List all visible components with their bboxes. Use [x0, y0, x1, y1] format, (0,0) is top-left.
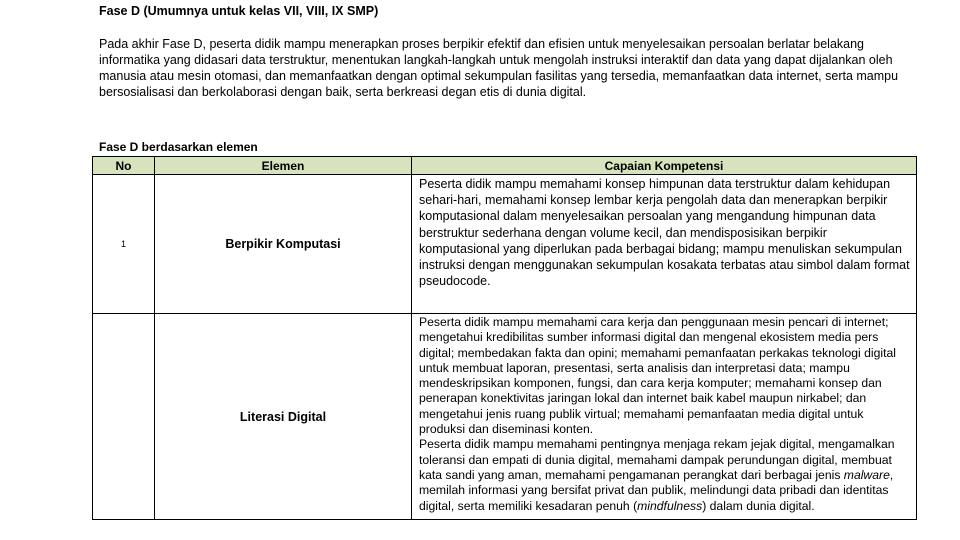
header-no: No — [93, 157, 155, 175]
competency-paragraph-1: Peserta didik mampu memahami cara kerja dan penggunaan mesin pencari di internet; mengetahui kredibilitas sumber informasi digital dan mengenal ekosistem media pers digital; membedakan fakta dan opini; memahami pemanfaatan perkakas teknologi digital untuk membuat laporan, presentasi, serta analisis dan interpretasi data; mampu mendeskripsikan komponen, fungsi, dan cara kerja komputer; memahami konsep dan penerapan konektivitas jaringan lokal dan internet baik kabel maupun nirkabel; dan mengetahui jenis ruang publik virtual; memahami pemanfaatan media digital untuk produksi dan diseminasi konten. — [419, 315, 896, 437]
element-name: Berpikir Komputasi — [155, 175, 412, 314]
table-row — [93, 314, 917, 520]
competency-text-part: Peserta didik mampu memahami pentingnya menjaga rekam jejak digital, mengamalkan toleransi dan empati di dunia digital, memahami dampak perundungan digital, membuat kata sandi yang aman, memahami pengamanan perangkat dari berbagai jenis — [419, 437, 895, 482]
competency-cell — [412, 175, 917, 314]
header-element: Elemen — [155, 157, 412, 175]
competency-text-part: ) dalam dunia digital. — [702, 498, 815, 513]
row-number — [93, 314, 155, 520]
row-number: 1 — [93, 175, 155, 314]
italic-term-malware: malware — [843, 467, 890, 482]
table-header-row — [93, 157, 917, 175]
document-title: Fase D (Umumnya untuk kelas VII, VIII, IX SMP) — [99, 4, 379, 18]
competency-text — [412, 314, 916, 514]
header-competency: Capaian Kompetensi — [412, 157, 917, 175]
competency-text: Peserta didik mampu memahami konsep himpunan data terstruktur dalam kehidupan sehari-hari, memahami konsep lembar kerja pengolah data dan menerapkan berpikir komputasional dalam menyelesaikan persoalan yang mengandung himpunan data berstruktur sederhana dengan volume kecil, dan mendisposisikan berpikir komputasional yang diperlukan pada berbagai bidang; mampu menuliskan sekumpulan instruksi dengan menggunakan sekumpulan kosakata terbatas atau simbol dalam format pseudocode. — [419, 177, 910, 289]
competency-table — [92, 156, 917, 520]
italic-term-mindfulness: mindfulness — [637, 498, 703, 513]
element-name: Literasi Digital — [155, 314, 412, 520]
competency-text-part: , memilah informasi yang bersifat privat dan publik, melindungi data pribadi dan identitas digital, serta memiliki kesadaran penuh ( — [419, 467, 894, 513]
intro-paragraph: Pada akhir Fase D, peserta didik mampu menerapkan proses berpikir efektif dan efisien untuk menyelesaikan persoalan berlatar belakang informatika yang didasari data terstruktur, menentukan langkah-langkah untuk mengolah instruksi interaktif dan data yang dapat dijalankan oleh manusia atau mesin otomasi, dan memanfaatkan dengan optimal sekumpulan fasilitas yang tersedia, memanfaatkan data internet, serta mampu bersosialisasi dan berkolaborasi dengan baik, serta berkreasi degan etis di dunia digital. — [99, 37, 899, 99]
competency-cell — [412, 314, 917, 520]
table-caption: Fase D berdasarkan elemen — [99, 140, 258, 154]
table-row — [93, 175, 917, 314]
competency-paragraph-2 — [419, 437, 910, 513]
